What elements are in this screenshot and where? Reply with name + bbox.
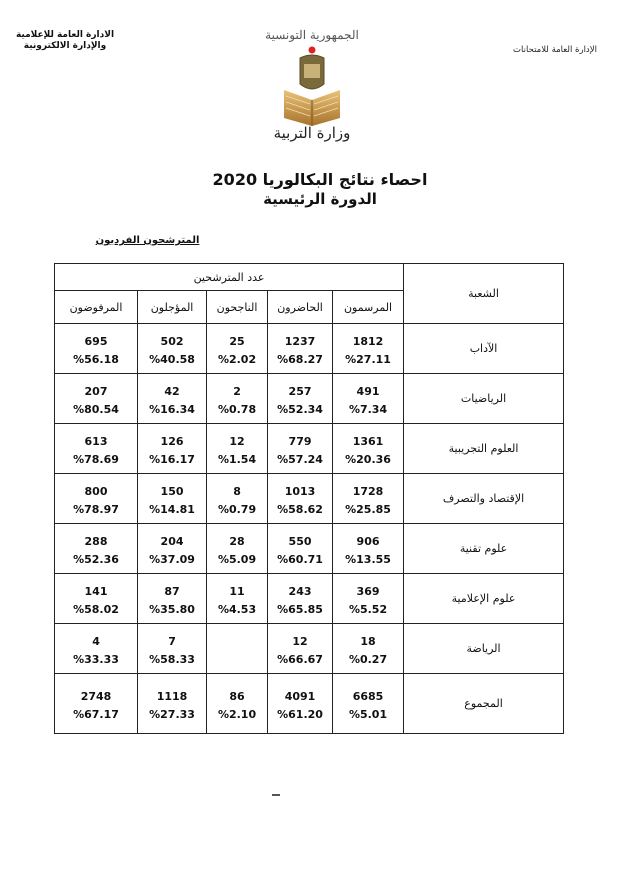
stat-count: 906: [356, 535, 380, 548]
stat-percent: %0.78: [217, 403, 257, 416]
stat-percent: %80.54: [73, 403, 119, 416]
stat-count: 2748: [80, 690, 112, 703]
stat-cell: [55, 324, 138, 374]
stat-cell: [333, 624, 404, 674]
stat-cell: [207, 374, 268, 424]
stat-count: 779: [288, 435, 312, 448]
logo-republic-text: الجمهورية التونسية: [265, 28, 359, 42]
stat-count: 257: [288, 385, 312, 398]
stat-percent: %27.11: [345, 353, 391, 366]
results-table: [54, 263, 564, 734]
branch-name: الرياضة: [404, 624, 564, 674]
stat-cell: [55, 524, 138, 574]
stat-count: 4091: [284, 690, 316, 703]
stat-percent: %52.34: [277, 403, 323, 416]
stat-percent: %33.33: [73, 653, 119, 666]
stat-count: 86: [229, 690, 245, 703]
stat-percent: %66.67: [277, 653, 323, 666]
stat-cell: [55, 674, 138, 734]
page-subtitle: الدورة الرئيسية: [263, 190, 377, 208]
page-title: احصاء نتائج البكالوريا 2020: [212, 170, 428, 189]
stat-percent: %58.02: [73, 603, 119, 616]
stat-cell: [333, 524, 404, 574]
stat-cell: [207, 324, 268, 374]
stat-cell: [138, 424, 207, 474]
stat-percent: %2.02: [217, 353, 257, 366]
stat-count: 12: [229, 435, 245, 448]
stat-cell: [55, 424, 138, 474]
stat-percent: %7.34: [348, 403, 388, 416]
stat-cell: [138, 674, 207, 734]
column-header-rejected: المرفوضون: [55, 291, 138, 324]
stat-count: 502: [160, 335, 184, 348]
stat-percent: %40.58: [149, 353, 195, 366]
table-row: [55, 374, 564, 424]
candidates-group-header: عدد المترشحين: [55, 264, 404, 291]
stat-count: 1237: [284, 335, 316, 348]
stat-count: 1013: [284, 485, 316, 498]
table-row: [55, 674, 564, 734]
stat-cell: [55, 474, 138, 524]
stat-cell: [333, 674, 404, 734]
stat-percent: %78.97: [73, 503, 119, 516]
branch-name: علوم تقنية: [404, 524, 564, 574]
stat-count: 1812: [352, 335, 384, 348]
stat-count: 550: [288, 535, 312, 548]
stat-count: 613: [84, 435, 108, 448]
stat-cell: [333, 474, 404, 524]
stat-cell: [207, 574, 268, 624]
stat-percent: %57.24: [277, 453, 323, 466]
stat-count: 42: [164, 385, 180, 398]
directorate-exams-header: الإدارة العامة للامتحانات: [513, 45, 597, 55]
stat-percent: %60.71: [277, 553, 323, 566]
stat-count: 1361: [352, 435, 384, 448]
stat-count: 126: [160, 435, 184, 448]
stat-count: 491: [356, 385, 380, 398]
ministry-logo: [262, 28, 362, 153]
stat-cell: [138, 374, 207, 424]
stat-percent: %52.36: [73, 553, 119, 566]
stat-cell: [268, 424, 333, 474]
branch-name: علوم الإعلامية: [404, 574, 564, 624]
stat-percent: %25.85: [345, 503, 391, 516]
stat-percent: %56.18: [73, 353, 119, 366]
stat-percent: %0.27: [348, 653, 388, 666]
stat-percent: %5.52: [348, 603, 388, 616]
stat-percent: %20.36: [345, 453, 391, 466]
column-header-present: الحاضرون: [268, 291, 333, 324]
section-label: المترشحون الفرديون: [95, 235, 200, 246]
branch-header: الشعبة: [404, 264, 564, 324]
stat-percent: %67.17: [73, 708, 119, 721]
stat-cell: [333, 374, 404, 424]
stat-percent: %37.09: [149, 553, 195, 566]
directorate-it-header: [10, 30, 120, 52]
branch-name: العلوم التجريبية: [404, 424, 564, 474]
stat-cell: [138, 574, 207, 624]
stat-cell: [138, 474, 207, 524]
column-header-registered: المرسمون: [333, 291, 404, 324]
stat-percent: %13.55: [345, 553, 391, 566]
directorate-it-line-1: الادارة العامة للإعلامية: [15, 30, 115, 40]
stat-percent: %0.79: [217, 503, 257, 516]
stat-count: 2: [233, 385, 241, 398]
stat-count: 18: [360, 635, 376, 648]
stat-count: 369: [356, 585, 380, 598]
stat-count: 1728: [352, 485, 384, 498]
stat-cell: [55, 574, 138, 624]
stat-percent: %2.10: [217, 708, 257, 721]
stat-percent: %5.01: [348, 708, 388, 721]
stat-percent: %1.54: [217, 453, 257, 466]
table-row: [55, 574, 564, 624]
stat-count: 28: [229, 535, 245, 548]
stat-count: 695: [84, 335, 108, 348]
stat-percent: %58.33: [149, 653, 195, 666]
stat-percent: %5.09: [217, 553, 257, 566]
stat-cell: [268, 374, 333, 424]
stat-count: 12: [292, 635, 308, 648]
stat-count: 150: [160, 485, 184, 498]
stat-count: 207: [84, 385, 108, 398]
stat-count: 288: [84, 535, 108, 548]
stat-percent: %27.33: [149, 708, 195, 721]
stat-percent: %35.80: [149, 603, 195, 616]
stat-cell: [268, 674, 333, 734]
stat-cell: [207, 624, 268, 674]
stat-count: 7: [168, 635, 176, 648]
branch-name: المجموع: [404, 674, 564, 734]
stat-count: 800: [84, 485, 108, 498]
stat-percent: %16.34: [149, 403, 195, 416]
stat-count: 11: [229, 585, 245, 598]
logo-ministry-text: وزارة التربية: [273, 124, 351, 142]
stat-cell: [138, 324, 207, 374]
stat-cell: [268, 624, 333, 674]
stat-cell: [207, 424, 268, 474]
stat-count: 87: [164, 585, 180, 598]
stat-cell: [268, 524, 333, 574]
stat-percent: %58.62: [277, 503, 323, 516]
stat-count: 8: [233, 485, 241, 498]
branch-name: الرياضيات: [404, 374, 564, 424]
stat-cell: [333, 324, 404, 374]
table-row: [55, 524, 564, 574]
stat-cell: [333, 574, 404, 624]
stat-count: 204: [160, 535, 184, 548]
table-row: [55, 424, 564, 474]
directorate-it-line-2: والإدارة الالكترونية: [23, 41, 107, 51]
stat-percent: %14.81: [149, 503, 195, 516]
stat-cell: [333, 424, 404, 474]
stat-percent: %4.53: [217, 603, 257, 616]
stat-cell: [138, 524, 207, 574]
table-row: [55, 624, 564, 674]
table-row: [55, 474, 564, 524]
scan-mark: [272, 794, 280, 796]
stat-cell: [207, 474, 268, 524]
stat-cell: [138, 624, 207, 674]
stat-percent: %78.69: [73, 453, 119, 466]
stat-cell: [207, 674, 268, 734]
stat-cell: [55, 374, 138, 424]
stat-cell: [268, 474, 333, 524]
stat-count: 25: [229, 335, 245, 348]
column-header-passed: الناجحون: [207, 291, 268, 324]
stat-cell: [268, 574, 333, 624]
stat-count: 141: [84, 585, 108, 598]
stat-percent: %16.17: [149, 453, 195, 466]
stat-cell: [207, 524, 268, 574]
stat-count: 1118: [156, 690, 188, 703]
stat-count: 6685: [352, 690, 384, 703]
stat-cell: [55, 624, 138, 674]
branch-name: الآداب: [404, 324, 564, 374]
table-row: [55, 324, 564, 374]
stat-count: 243: [288, 585, 312, 598]
stat-percent: %65.85: [277, 603, 323, 616]
branch-name: الإقتصاد والتصرف: [404, 474, 564, 524]
stat-cell: [268, 324, 333, 374]
stat-percent: %68.27: [277, 353, 323, 366]
stat-count: 4: [92, 635, 100, 648]
stat-percent: %61.20: [277, 708, 323, 721]
column-header-deferred: المؤجلون: [138, 291, 207, 324]
